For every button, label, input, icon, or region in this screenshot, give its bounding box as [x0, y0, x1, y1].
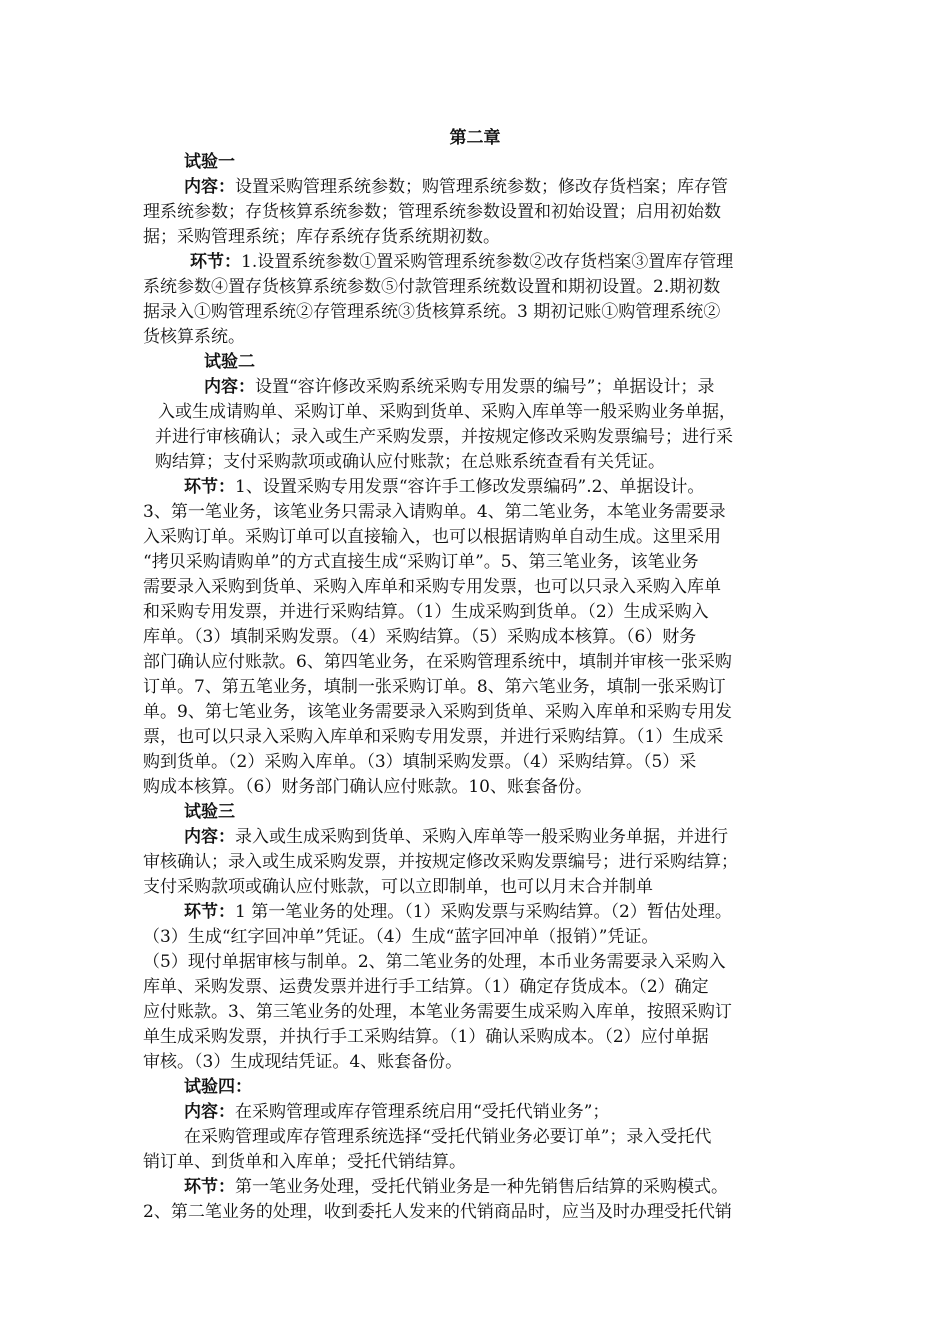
exp4-content-line-2: 销订单、到货单和入库单；受托代销结算。: [143, 1152, 466, 1172]
exp4-step-line-0: 环节：第一笔业务处理，受托代销业务是一种先销售后结算的采购模式。: [184, 1177, 728, 1197]
exp2-step-line-4: 需要录入采购到货单、采购入库单和采购专用发票，也可以只录入采购入库单: [143, 577, 721, 597]
exp1-content-line-2: 据；采购管理系统；库存系统存货系统期初数。: [143, 227, 500, 247]
exp2-step-line-0: 环节：1、设置采购专用发票“容许手工修改发票编码”.2、单据设计。: [184, 477, 705, 497]
exp2-step-line-1: 3、第一笔业务，该笔业务只需录入请购单。4、第二笔业务，本笔业务需要录: [143, 502, 726, 522]
exp1-step-label: 环节：: [190, 252, 241, 272]
exp2-heading: 试验二: [204, 352, 255, 372]
exp3-step-label: 环节：: [184, 902, 235, 922]
exp2-step-line-10: 票，也可以只录入采购入库单和采购专用发票，并进行采购结算。（1）生成采: [143, 727, 724, 747]
exp2-step-line-2: 入采购订单。采购订单可以直接输入，也可以根据请购单自动生成。这里采用: [143, 527, 721, 547]
exp4-heading: 试验四：: [184, 1077, 252, 1097]
exp2-step-line-7: 部门确认应付账款。6、第四笔业务，在采购管理系统中，填制并审核一张采购: [143, 652, 732, 672]
exp2-content-line-3: 购结算；支付采购款项或确认应付账款；在总账系统查看有关凭证。: [155, 452, 665, 472]
exp3-step-line-4: 应付账款。3、第三笔业务的处理，本笔业务需要生成采购入库单，按照采购订: [143, 1002, 732, 1022]
exp1-step-line-1: 系统参数④置存货核算系统参数⑤付款管理系统数设置和期初设置。2.期初数: [143, 277, 721, 297]
exp2-content-line-2: 并进行审核确认；录入或生产采购发票，并按规定修改采购发票编号；进行采: [155, 427, 733, 447]
exp3-step-line-2: （5）现付单据审核与制单。2、第二笔业务的处理，本币业务需要录入采购入: [143, 952, 726, 972]
exp2-content-label: 内容：: [204, 377, 255, 397]
exp2-content-line-0: 内容：设置“容许修改采购系统采购专用发票的编号”；单据设计；录: [204, 377, 715, 397]
exp2-step-line-5: 和采购专用发票，并进行采购结算。（1）生成采购到货单。（2）生成采购入: [143, 602, 709, 622]
exp1-heading: 试验一: [184, 152, 235, 172]
exp4-content-line-0: 内容：在采购管理或库存管理系统启用“受托代销业务”；: [184, 1102, 610, 1122]
exp1-step-line-0: 环节：1.设置系统参数①置采购管理系统参数②改存货档案③置库存管理: [190, 252, 734, 272]
exp3-content-line-0: 内容：录入或生成采购到货单、采购入库单等一般采购业务单据，并进行: [184, 827, 728, 847]
exp3-step-line-6: 审核。（3）生成现结凭证。4、账套备份。: [143, 1052, 463, 1072]
exp1-content-label: 内容：: [184, 177, 235, 197]
exp3-content-line-1: 审核确认；录入或生成采购发票，并按规定修改采购发票编号；进行采购结算；: [143, 852, 738, 872]
exp3-step-line-5: 单生成采购发票，并执行手工采购结算。（1）确认采购成本。（2）应付单据: [143, 1027, 709, 1047]
exp3-step-line-1: （3）生成“红字回冲单”凭证。（4）生成“蓝字回冲单（报销）”凭证。: [143, 927, 659, 947]
exp2-step-label: 环节：: [184, 477, 235, 497]
exp1-content-line-0: 内容：设置采购管理系统参数；购管理系统参数；修改存货档案；库存管: [184, 177, 728, 197]
exp4-step-label: 环节：: [184, 1177, 235, 1197]
exp2-step-line-9: 单。9、第七笔业务，该笔业务需要录入采购到货单、采购入库单和采购专用发: [143, 702, 732, 722]
exp1-step-line-3: 货核算系统。: [143, 327, 245, 347]
exp2-step-line-8: 订单。7、第五笔业务，填制一张采购订单。8、第六笔业务，填制一张采购订: [143, 677, 726, 697]
exp3-content-label: 内容：: [184, 827, 235, 847]
exp3-step-line-3: 库单、采购发票、运费发票并进行手工结算。（1）确定存货成本。（2）确定: [143, 977, 709, 997]
exp4-content-label: 内容：: [184, 1102, 235, 1122]
exp3-heading: 试验三: [184, 802, 235, 822]
exp1-step-line-2: 据录入①购管理系统②存管理系统③货核算系统。3 期初记账①购管理系统②: [143, 302, 721, 322]
chapter-title: 第二章: [449, 128, 501, 148]
exp3-step-line-0: 环节：1 第一笔业务的处理。（1）采购发票与采购结算。（2）暂估处理。: [184, 902, 732, 922]
exp2-step-line-6: 库单。（3）填制采购发票。（4）采购结算。（5）采购成本核算。（6）财务: [143, 627, 697, 647]
exp4-content-line-1: 在采购管理或库存管理系统选择“受托代销业务必要订单”；录入受托代: [184, 1127, 712, 1147]
exp2-step-line-11: 购到货单。（2）采购入库单。（3）填制采购发票。（4）采购结算。（5）采: [143, 752, 697, 772]
exp2-content-line-1: 入或生成请购单、采购订单、采购到货单、采购入库单等一般采购业务单据，: [158, 402, 736, 422]
exp2-step-line-12: 购成本核算。（6）财务部门确认应付账款。10、账套备份。: [143, 777, 592, 797]
exp4-step-line-1: 2、第二笔业务的处理，收到委托人发来的代销商品时，应当及时办理受托代销: [143, 1202, 732, 1222]
exp2-step-line-3: “拷贝采购请购单”的方式直接生成“采购订单”。5、第三笔业务，该笔业务: [143, 552, 699, 572]
exp1-content-line-1: 理系统参数；存货核算系统参数；管理系统参数设置和初始设置；启用初始数: [143, 202, 721, 222]
exp3-content-line-2: 支付采购款项或确认应付账款，可以立即制单，也可以月末合并制单: [143, 877, 653, 897]
